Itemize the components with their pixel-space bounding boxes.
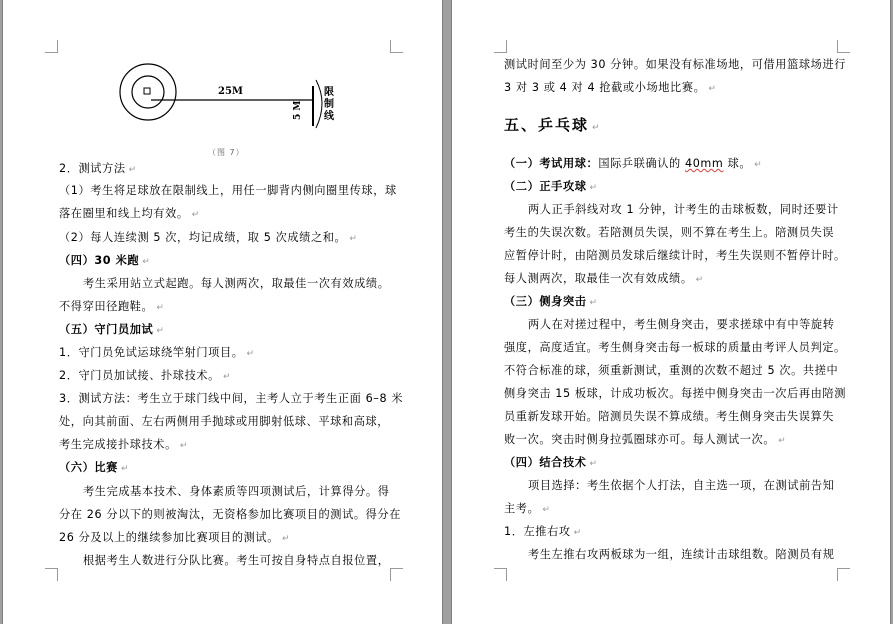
- document-page-right: [451, 0, 891, 624]
- text-line: 考生完成接扑球技术。 ↵: [59, 438, 188, 451]
- text-line: 败一次。突击时侧身拉弧圈球亦可。每人测试一次。 ↵: [504, 433, 786, 446]
- section-heading: （四）30 米跑 ↵: [59, 254, 150, 267]
- width-label: 5 M: [293, 100, 303, 120]
- text-line: 考生完成基本技术、身体素质等四项测试后，计算得分。得: [83, 485, 390, 498]
- text-line: 两人正手斜线对攻 1 分钟，计考生的击球板数，同时还要计: [528, 203, 839, 216]
- text-line: 考生采用站立式起跑。每人测两次，取最佳一次有效成绩。: [83, 277, 390, 290]
- margin-corner-top-right: [837, 40, 850, 53]
- margin-corner-bottom-right: [837, 568, 850, 581]
- text-line: 测试时间至少为 30 分钟。如果没有标准场地，可借用篮球场进行: [504, 58, 847, 71]
- limit-label-2: 制: [324, 99, 334, 110]
- text-line: 1．守门员免试运球绕竿射门项目。 ↵: [59, 346, 255, 359]
- text-line: 员重新发球开始。陪测员失误不算成绩。考生侧身突击失误算失: [504, 410, 835, 423]
- section-heading: （三）侧身突击 ↵: [504, 295, 598, 308]
- section-heading: （二）正手攻球 ↵: [504, 180, 598, 193]
- section-heading: （四）结合技术 ↵: [504, 456, 598, 469]
- figure-caption: （图 7）: [208, 148, 245, 157]
- text-line: 3 对 3 或 4 对 4 抢截或小场地比赛。 ↵: [504, 81, 716, 94]
- limit-label-3: 线: [324, 111, 334, 122]
- section-heading: （六）比赛 ↵: [59, 461, 129, 474]
- ball-marker: [144, 88, 150, 94]
- margin-corner-top-left: [45, 40, 58, 53]
- limit-arc: [316, 80, 322, 128]
- document-page-left: [2, 0, 443, 624]
- text-line: 落在圈里和线上均有效。 ↵: [59, 207, 200, 220]
- text-line: 应暂停计时，由陪测员发球后继续计时，考生失误则不暂停计时。: [504, 249, 846, 262]
- text-line: 不得穿田径跑鞋。 ↵: [59, 300, 164, 313]
- text-line: （2）每人连续测 5 次，均记成绩，取 5 次成绩之和。 ↵: [59, 231, 357, 244]
- limit-label-1: 限: [324, 87, 334, 98]
- text-line: 3．测试方法：考生立于球门线中间，主考人立于考生正面 6–8 米: [59, 392, 404, 405]
- passing-test-diagram: [113, 58, 353, 148]
- text-line: 项目选择：考生依据个人打法，自主选一项，在测试前告知: [528, 479, 835, 492]
- text-line: 2．测试方法 ↵: [59, 162, 137, 175]
- text-line: 不符合标准的球，须重新测试，重测的次数不超过 5 次。共搓中: [504, 364, 839, 377]
- text-line: 考生的失误次数。若陪测员失误，则不算在考生上。陪测员失误: [504, 226, 835, 239]
- text-line: 分在 26 分以下的则被淘汰，无资格参加比赛项目的测试。得分在: [59, 508, 402, 521]
- margin-corner-bottom-right: [390, 568, 403, 581]
- margin-corner-top-left: [494, 40, 507, 53]
- text-line: （一）考试用球：国际乒联确认的 40mm 球。 ↵: [504, 157, 762, 170]
- text-line: 考生左推右攻两板球为一组，连续计击球组数。陪测员有规: [528, 548, 835, 561]
- text-line: 侧身突击 15 板球，计成功板次。每搓中侧身突击一次后再由陪测: [504, 387, 847, 400]
- text-line: 根据考生人数进行分队比赛。考生可按自身特点自报位置，: [83, 554, 390, 567]
- margin-corner-bottom-left: [45, 568, 58, 581]
- text-line: 1．左推右攻 ↵: [504, 525, 582, 538]
- text-line: 每人测两次，取最佳一次有效成绩。 ↵: [504, 272, 704, 285]
- text-line: 两人在对搓过程中，考生侧身突击，要求搓球中有中等旋转: [528, 318, 835, 331]
- text-line: 2．守门员加试接、扑球技术。 ↵: [59, 369, 231, 382]
- text-line: （1）考生将足球放在限制线上，用任一脚背内侧向圈里传球，球: [59, 184, 397, 197]
- text-line: 处，向其前面、左右两侧用手抛球或用脚射低球、平球和高球，: [59, 415, 390, 428]
- margin-corner-bottom-left: [494, 568, 507, 581]
- section-heading: （五）守门员加试 ↵: [59, 323, 164, 336]
- chapter-heading: 五、乒乓球 ↵: [504, 116, 600, 134]
- text-line: 主考。 ↵: [504, 502, 550, 515]
- distance-label: 25M: [218, 86, 243, 97]
- text-line: 26 分及以上的继续参加比赛项目的测试。 ↵: [59, 531, 290, 544]
- text-line: 强度，高度适宜。考生侧身突击每一板球的质量由考评人员判定。: [504, 341, 846, 354]
- margin-corner-top-right: [390, 40, 403, 53]
